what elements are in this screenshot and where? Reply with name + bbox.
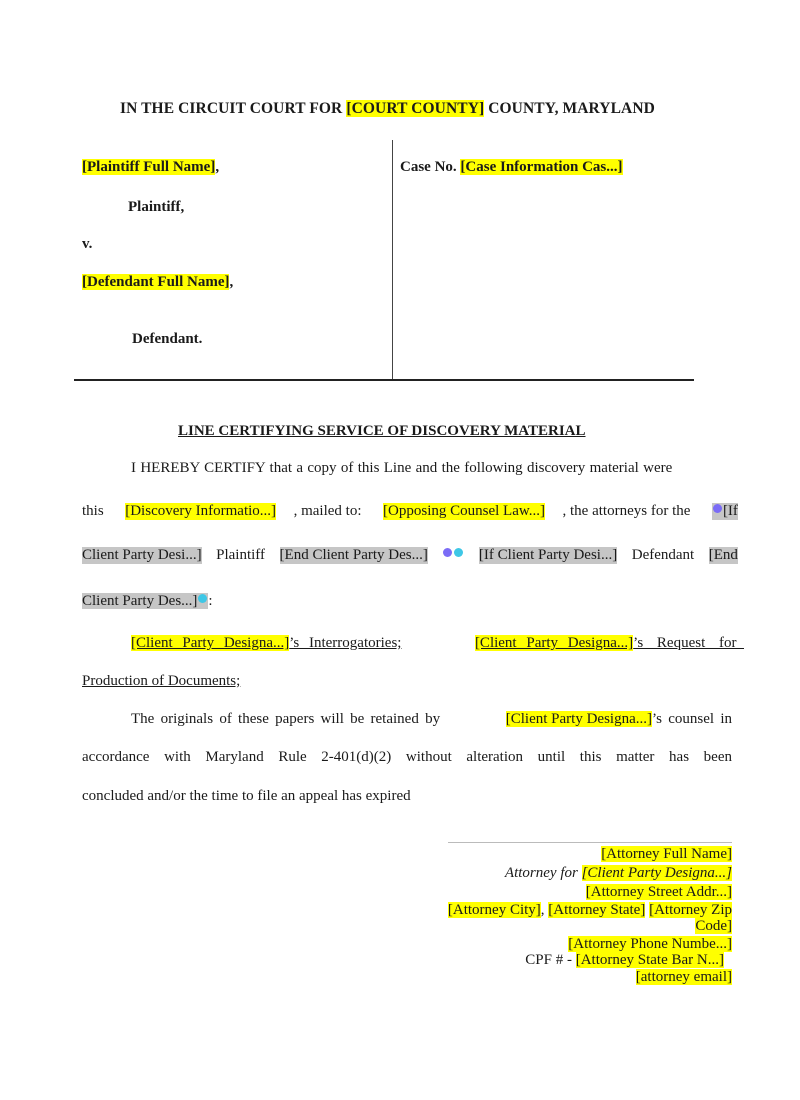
attorney-email-field[interactable]: [attorney email]: [635, 969, 732, 985]
plaintiff-label: Plaintiff,: [128, 199, 185, 215]
text-counsel-in: ’s counsel in: [652, 711, 732, 727]
case-number-field[interactable]: [Case Information Cas...]: [460, 159, 623, 175]
conditional-end-client-2[interactable]: Client Party Des...]: [82, 593, 208, 609]
purple-marker-icon: [443, 548, 452, 557]
cpf-label: CPF # -: [525, 952, 576, 968]
attorney-city-field[interactable]: [Attorney City]: [447, 902, 541, 918]
comma: ,: [215, 159, 220, 175]
paragraph1-line3: [82, 547, 738, 564]
attorney-state-field[interactable]: [Attorney State]: [548, 902, 646, 918]
attorney-bar-number-field[interactable]: [Attorney State Bar N...]: [575, 952, 724, 968]
attorney-name-line: [601, 846, 732, 863]
paragraph1-line4: [82, 593, 213, 610]
attorney-phone-field[interactable]: [Attorney Phone Numbe...]: [568, 936, 732, 952]
paragraph1-line1: [131, 460, 738, 477]
case-number-line: [400, 159, 623, 176]
attorney-street-field[interactable]: [Attorney Street Addr...]: [585, 884, 732, 900]
attorney-zip-field-cont[interactable]: Code]: [695, 918, 732, 934]
defendant-label: Defendant.: [132, 331, 203, 347]
text-defendant: Defendant: [631, 547, 695, 563]
plaintiff-name-field[interactable]: [Plaintiff Full Name]: [82, 159, 216, 175]
text-plaintiff: Plaintiff: [216, 547, 265, 563]
attorney-bar-line: [525, 952, 724, 969]
attorney-client-field[interactable]: [Client Party Designa...]: [581, 865, 732, 881]
conditional-if-client-plaintiff[interactable]: Client Party Desi...]: [82, 547, 202, 563]
conditional-end-client-1[interactable]: [End Client Party Des...]: [279, 547, 428, 563]
paragraph2-line1: [131, 635, 744, 652]
attorney-email-line: [636, 969, 732, 986]
conditional-if-client-defendant[interactable]: [If Client Party Desi...]: [478, 547, 618, 563]
colon: :: [208, 593, 213, 609]
attorney-zip-wrap: [695, 918, 732, 935]
caption-vertical-divider: [392, 140, 393, 380]
text-mailed-to: , mailed to:: [293, 503, 362, 519]
text-attorneys-for: , the attorneys for the: [562, 503, 691, 519]
attorney-zip-field[interactable]: [Attorney Zip: [649, 902, 732, 918]
client-party-field-2[interactable]: [Client Party Designa...]: [474, 635, 634, 651]
discovery-information-field[interactable]: [Discovery Informatio...]: [125, 503, 277, 519]
text-originals: The originals of these papers will be retained by: [131, 711, 441, 727]
plaintiff-name-line: [82, 159, 219, 176]
case-number-label: Case No.: [400, 159, 461, 175]
text-request-for: ’s Request for: [633, 635, 737, 651]
paragraph3-line2: accordance with Maryland Rule 2-401(d)(2) without alteration until this matter has been: [82, 749, 732, 765]
client-party-field-1[interactable]: [Client Party Designa...]: [131, 635, 290, 651]
paragraph3-line1: [131, 711, 732, 728]
text-interrogatories: ’s Interrogatories;: [289, 635, 402, 651]
opposing-counsel-field[interactable]: [Opposing Counsel Law...]: [383, 503, 545, 519]
versus-label: v.: [82, 236, 93, 252]
defendant-name-line: [82, 274, 233, 291]
attorney-name-field[interactable]: [Attorney Full Name]: [601, 846, 732, 862]
document-title: LINE CERTIFYING SERVICE OF DISCOVERY MATERIAL: [178, 423, 586, 439]
attorney-phone-line: [568, 936, 732, 953]
comma: ,: [229, 274, 234, 290]
conditional-if-client-start[interactable]: [If: [712, 503, 738, 520]
court-county-field[interactable]: [COURT COUNTY]: [346, 100, 485, 117]
city-separator: ,: [540, 902, 549, 918]
attorney-for-line: [505, 865, 732, 882]
attorney-city-state-zip-line: [448, 902, 732, 919]
court-suffix: COUNTY, MARYLAND: [484, 100, 655, 117]
certify-text: I HEREBY CERTIFY that a copy of this Line and the following discovery material were: [131, 460, 673, 476]
attorney-street-line: [586, 884, 732, 901]
cyan-marker-icon: [198, 594, 207, 603]
text-this: this: [82, 503, 104, 519]
cyan-marker-icon: [454, 548, 463, 557]
conditional-end-client-2-start[interactable]: [End: [708, 547, 738, 563]
attorney-for-label: Attorney for: [504, 865, 582, 881]
defendant-name-field[interactable]: [Defendant Full Name]: [82, 274, 230, 290]
caption-horizontal-rule: [74, 379, 694, 381]
court-prefix: IN THE CIRCUIT COURT FOR: [120, 100, 347, 117]
paragraph1-line2: [82, 503, 738, 520]
paragraph3-line3: concluded and/or the time to file an appeal has expired: [82, 788, 411, 804]
production-of-documents: Production of Documents;: [82, 673, 241, 689]
signature-line: [448, 842, 732, 843]
purple-marker-icon: [713, 504, 722, 513]
client-party-field-3[interactable]: [Client Party Designa...]: [505, 711, 652, 727]
